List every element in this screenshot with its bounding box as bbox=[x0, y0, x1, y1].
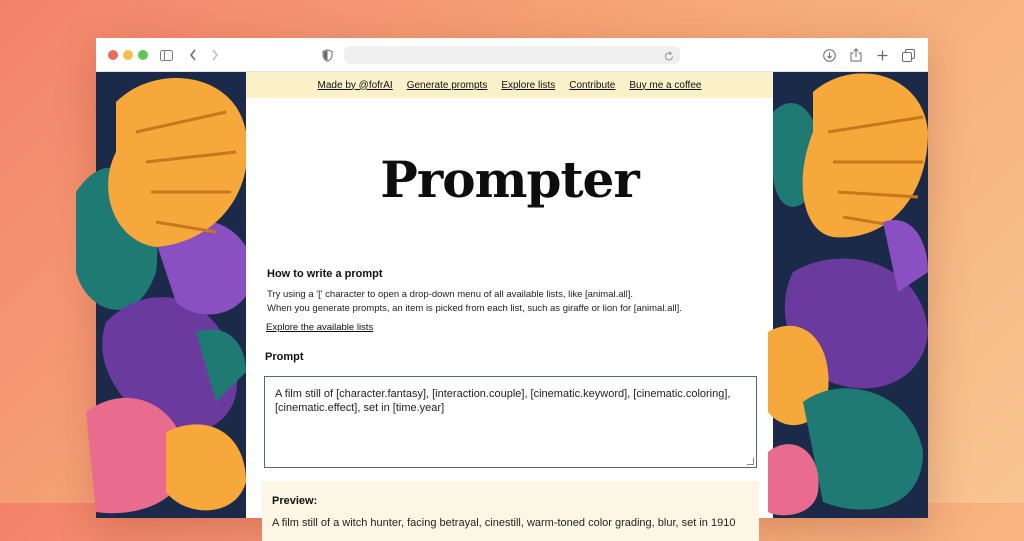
preview-heading: Preview: bbox=[272, 495, 318, 507]
nav-link-explore-lists[interactable]: Explore lists bbox=[501, 79, 556, 91]
close-window-button[interactable] bbox=[108, 50, 118, 60]
nav-link-contribute[interactable]: Contribute bbox=[569, 79, 616, 91]
browser-window bbox=[96, 38, 928, 529]
main-page bbox=[246, 72, 773, 529]
tab-overview-icon[interactable] bbox=[900, 45, 916, 65]
jungle-background-right bbox=[773, 72, 928, 518]
resize-handle[interactable] bbox=[747, 458, 754, 465]
new-tab-icon[interactable] bbox=[874, 45, 890, 65]
prompt-heading: Prompt bbox=[265, 351, 304, 363]
maximize-window-button[interactable] bbox=[138, 50, 148, 60]
forward-icon[interactable] bbox=[208, 45, 222, 65]
preview-panel bbox=[262, 481, 759, 541]
nav-link-buy-coffee[interactable]: Buy me a coffee bbox=[629, 79, 702, 91]
address-bar[interactable] bbox=[344, 46, 680, 64]
prompt-value: A film still of [character.fantasy], [interaction.couple], [cinematic.keyword], [cinematic.coloring], [cinematic.effect], set in [time.year] bbox=[275, 388, 731, 414]
share-icon[interactable] bbox=[848, 45, 864, 65]
sidebar-icon[interactable] bbox=[158, 45, 174, 65]
browser-toolbar bbox=[96, 38, 928, 72]
howto-line-1: Try using a '[' character to open a drop-down menu of all available lists, like [animal.all]. bbox=[267, 289, 634, 300]
shield-icon[interactable] bbox=[319, 45, 335, 65]
howto-heading: How to write a prompt bbox=[267, 268, 383, 280]
reload-icon[interactable] bbox=[664, 49, 674, 67]
nav-link-made-by[interactable]: Made by @fofrAI bbox=[317, 79, 393, 91]
page-title: Prompter bbox=[380, 150, 639, 209]
prompt-textarea[interactable] bbox=[264, 376, 757, 468]
web-content bbox=[96, 72, 928, 529]
minimize-window-button[interactable] bbox=[123, 50, 133, 60]
preview-text: A film still of a witch hunter, facing betrayal, cinestill, warm-toned color grading, blur, set in 1910 bbox=[272, 517, 736, 529]
download-icon[interactable] bbox=[821, 45, 837, 65]
nav-link-generate-prompts[interactable]: Generate prompts bbox=[406, 79, 488, 91]
jungle-background-left bbox=[96, 72, 246, 518]
top-nav bbox=[246, 72, 773, 98]
back-icon[interactable] bbox=[186, 45, 200, 65]
howto-line-2: When you generate prompts, an item is picked from each list, such as giraffe or lion for [animal.all]. bbox=[267, 303, 682, 314]
explore-lists-link[interactable]: Explore the available lists bbox=[266, 322, 374, 333]
howto-text bbox=[267, 288, 682, 316]
